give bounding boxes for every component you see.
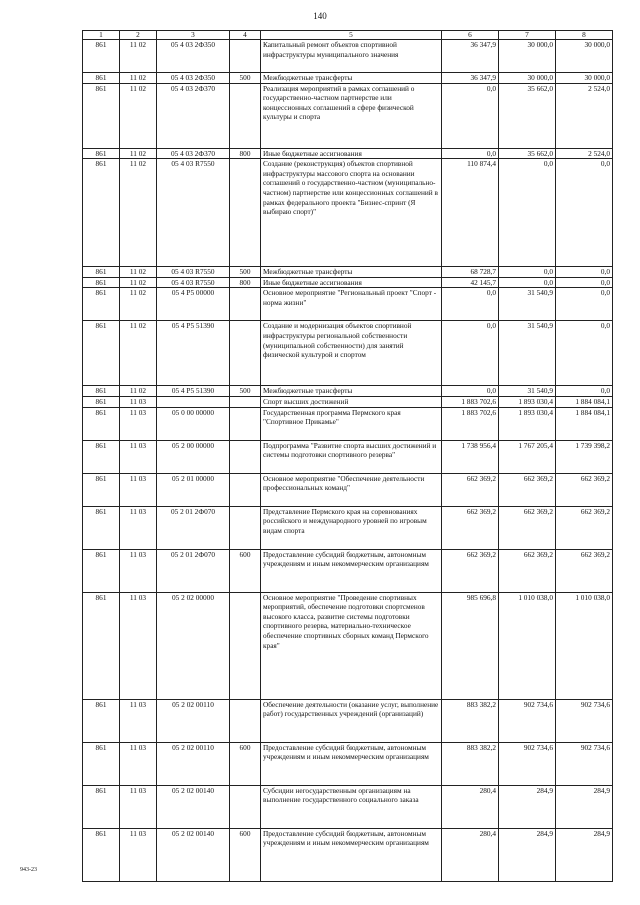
target-article-cell: 05 2 02 00000 <box>157 592 230 699</box>
item-name-cell: Обеспечение деятельности (оказание услуг, выполнение работ) государственных учреждений (организаций) <box>261 699 442 742</box>
item-name-cell: Основное мероприятие "Проведение спортивных мероприятий, обеспечение подготовки спортсменов высокого класса, развитие системы подготовки спортивного резерва, материально-техническое обеспечение спортивных сборных команд Пермского края" <box>261 592 442 699</box>
amount-year2-cell: 30 000,0 <box>499 40 556 73</box>
table-row <box>83 473 613 506</box>
target-article-cell: 05 2 00 00000 <box>157 440 230 473</box>
table-row <box>83 440 613 473</box>
admin-code-cell: 861 <box>83 407 120 440</box>
table-row <box>83 148 613 159</box>
table-row <box>83 321 613 386</box>
section-cell: 11 03 <box>120 396 157 407</box>
amount-year1-cell: 883 382,2 <box>442 699 499 742</box>
section-cell: 11 02 <box>120 321 157 386</box>
target-article-cell: 05 4 03 2Ф350 <box>157 40 230 73</box>
amount-year2-cell: 1 893 030,4 <box>499 396 556 407</box>
target-article-cell: 05 4 P5 51390 <box>157 386 230 397</box>
item-name-cell: Капитальный ремонт объектов спортивной инфраструктуры муниципального значения <box>261 40 442 73</box>
section-cell: 11 03 <box>120 828 157 881</box>
expense-type-cell <box>230 440 261 473</box>
expense-type-cell <box>230 407 261 440</box>
expense-type-cell: 500 <box>230 386 261 397</box>
admin-code-cell: 861 <box>83 506 120 549</box>
amount-year3-cell: 0,0 <box>556 267 613 278</box>
section-cell: 11 03 <box>120 549 157 592</box>
expense-type-cell <box>230 396 261 407</box>
table-row <box>83 277 613 288</box>
target-article-cell: 05 4 03 2Ф350 <box>157 73 230 84</box>
amount-year2-cell: 902 734,6 <box>499 742 556 785</box>
admin-code-cell: 861 <box>83 592 120 699</box>
amount-year2-cell: 31 540,9 <box>499 386 556 397</box>
section-cell: 11 02 <box>120 386 157 397</box>
amount-year3-cell: 902 734,6 <box>556 699 613 742</box>
table-row <box>83 785 613 828</box>
admin-code-cell: 861 <box>83 785 120 828</box>
section-cell: 11 03 <box>120 473 157 506</box>
document-code: 943-23 <box>20 867 37 873</box>
section-cell: 11 02 <box>120 267 157 278</box>
table-row <box>83 506 613 549</box>
amount-year2-cell: 35 662,0 <box>499 83 556 148</box>
page-number: 140 <box>313 11 327 21</box>
expense-type-cell <box>230 159 261 267</box>
amount-year3-cell: 662 369,2 <box>556 549 613 592</box>
item-name-cell: Основное мероприятие "Региональный проект "Спорт - норма жизни" <box>261 288 442 321</box>
item-name-cell: Межбюджетные трансферты <box>261 73 442 84</box>
admin-code-cell: 861 <box>83 386 120 397</box>
table-row <box>83 592 613 699</box>
table-row <box>83 386 613 397</box>
item-name-cell: Государственная программа Пермского края "Спортивное Прикамье" <box>261 407 442 440</box>
amount-year1-cell: 280,4 <box>442 785 499 828</box>
section-cell: 11 02 <box>120 40 157 73</box>
column-number: 6 <box>442 31 499 40</box>
amount-year1-cell: 662 369,2 <box>442 473 499 506</box>
table-row <box>83 83 613 148</box>
section-cell: 11 03 <box>120 440 157 473</box>
amount-year2-cell: 0,0 <box>499 267 556 278</box>
admin-code-cell: 861 <box>83 396 120 407</box>
admin-code-cell: 861 <box>83 40 120 73</box>
expense-type-cell: 800 <box>230 148 261 159</box>
section-cell: 11 03 <box>120 742 157 785</box>
amount-year3-cell: 902 734,6 <box>556 742 613 785</box>
amount-year2-cell: 31 540,9 <box>499 321 556 386</box>
amount-year2-cell: 902 734,6 <box>499 699 556 742</box>
target-article-cell: 05 0 00 00000 <box>157 407 230 440</box>
amount-year1-cell: 1 883 702,6 <box>442 407 499 440</box>
target-article-cell: 05 2 01 00000 <box>157 473 230 506</box>
target-article-cell: 05 4 03 R7550 <box>157 159 230 267</box>
target-article-cell: 05 2 02 00140 <box>157 828 230 881</box>
item-name-cell: Субсидии негосударственным организациям на выполнение государственного социального заказа <box>261 785 442 828</box>
section-cell: 11 02 <box>120 83 157 148</box>
table-row <box>83 288 613 321</box>
section-cell: 11 03 <box>120 407 157 440</box>
amount-year2-cell: 284,9 <box>499 785 556 828</box>
item-name-cell: Предоставление субсидий бюджетным, автономным учреждениям и иным некоммерческим организациям <box>261 742 442 785</box>
expense-type-cell: 600 <box>230 742 261 785</box>
expense-type-cell: 500 <box>230 267 261 278</box>
amount-year3-cell: 284,9 <box>556 785 613 828</box>
budget-table <box>82 30 613 882</box>
amount-year2-cell: 284,9 <box>499 828 556 881</box>
item-name-cell: Представление Пермского края на соревнованиях российского и международного уровней по игровым видам спорта <box>261 506 442 549</box>
amount-year3-cell: 2 524,0 <box>556 83 613 148</box>
amount-year3-cell: 0,0 <box>556 321 613 386</box>
admin-code-cell: 861 <box>83 148 120 159</box>
expense-type-cell <box>230 506 261 549</box>
item-name-cell: Предоставление субсидий бюджетным, автономным учреждениям и иным некоммерческим организациям <box>261 549 442 592</box>
admin-code-cell: 861 <box>83 73 120 84</box>
target-article-cell: 05 4 03 2Ф370 <box>157 83 230 148</box>
item-name-cell: Реализация мероприятий в рамках соглашений о государственно-частном партнерстве или концессионных соглашений в сфере физической культуры и спорта <box>261 83 442 148</box>
expense-type-cell <box>230 785 261 828</box>
amount-year2-cell: 1 010 038,0 <box>499 592 556 699</box>
target-article-cell: 05 4 03 R7550 <box>157 267 230 278</box>
amount-year1-cell: 662 369,2 <box>442 506 499 549</box>
column-number: 1 <box>83 31 120 40</box>
section-cell: 11 03 <box>120 506 157 549</box>
admin-code-cell: 861 <box>83 699 120 742</box>
target-article-cell: 05 2 02 00110 <box>157 742 230 785</box>
section-cell: 11 02 <box>120 288 157 321</box>
admin-code-cell: 861 <box>83 321 120 386</box>
amount-year1-cell: 0,0 <box>442 83 499 148</box>
admin-code-cell: 861 <box>83 828 120 881</box>
expense-type-cell <box>230 473 261 506</box>
amount-year1-cell: 42 145,7 <box>442 277 499 288</box>
expense-type-cell <box>230 288 261 321</box>
table-row <box>83 407 613 440</box>
admin-code-cell: 861 <box>83 83 120 148</box>
amount-year2-cell: 662 369,2 <box>499 473 556 506</box>
amount-year2-cell: 662 369,2 <box>499 549 556 592</box>
amount-year3-cell: 30 000,0 <box>556 40 613 73</box>
section-cell: 11 03 <box>120 592 157 699</box>
item-name-cell: Межбюджетные трансферты <box>261 386 442 397</box>
amount-year1-cell: 1 883 702,6 <box>442 396 499 407</box>
amount-year2-cell: 662 369,2 <box>499 506 556 549</box>
expense-type-cell <box>230 40 261 73</box>
admin-code-cell: 861 <box>83 742 120 785</box>
column-number-row <box>83 31 613 40</box>
amount-year3-cell: 30 000,0 <box>556 73 613 84</box>
amount-year1-cell: 68 728,7 <box>442 267 499 278</box>
table-row <box>83 828 613 881</box>
amount-year2-cell: 35 662,0 <box>499 148 556 159</box>
admin-code-cell: 861 <box>83 267 120 278</box>
table-row <box>83 73 613 84</box>
expense-type-cell: 600 <box>230 549 261 592</box>
amount-year3-cell: 662 369,2 <box>556 506 613 549</box>
target-article-cell: 05 4 03 R7550 <box>157 277 230 288</box>
amount-year3-cell: 0,0 <box>556 386 613 397</box>
item-name-cell: Иные бюджетные ассигнования <box>261 277 442 288</box>
section-cell: 11 03 <box>120 699 157 742</box>
expense-type-cell <box>230 699 261 742</box>
expense-type-cell <box>230 83 261 148</box>
amount-year2-cell: 1 893 030,4 <box>499 407 556 440</box>
table-row <box>83 40 613 73</box>
amount-year1-cell: 1 738 956,4 <box>442 440 499 473</box>
item-name-cell: Создание (реконструкция) объектов спортивной инфраструктуры массового спорта на основании соглашений о государственно-частном (муниципально-частном) партнерстве или концессионных соглашений в рамках федерального проекта "Бизнес-спринт (Я выбираю спорт)" <box>261 159 442 267</box>
expense-type-cell: 800 <box>230 277 261 288</box>
target-article-cell: 05 2 02 00140 <box>157 785 230 828</box>
section-cell: 11 02 <box>120 277 157 288</box>
amount-year1-cell: 883 382,2 <box>442 742 499 785</box>
amount-year1-cell: 662 369,2 <box>442 549 499 592</box>
column-number: 3 <box>157 31 230 40</box>
column-number: 5 <box>261 31 442 40</box>
table-row <box>83 549 613 592</box>
amount-year3-cell: 1 010 038,0 <box>556 592 613 699</box>
amount-year1-cell: 280,4 <box>442 828 499 881</box>
expense-type-cell <box>230 592 261 699</box>
item-name-cell: Предоставление субсидий бюджетным, автономным учреждениям и иным некоммерческим организациям <box>261 828 442 881</box>
amount-year3-cell: 662 369,2 <box>556 473 613 506</box>
target-article-cell <box>157 396 230 407</box>
target-article-cell: 05 4 P5 51390 <box>157 321 230 386</box>
admin-code-cell: 861 <box>83 440 120 473</box>
table-row <box>83 699 613 742</box>
admin-code-cell: 861 <box>83 288 120 321</box>
target-article-cell: 05 2 01 2Ф070 <box>157 506 230 549</box>
amount-year2-cell: 1 767 205,4 <box>499 440 556 473</box>
section-cell: 11 02 <box>120 148 157 159</box>
section-cell: 11 03 <box>120 785 157 828</box>
amount-year3-cell: 284,9 <box>556 828 613 881</box>
budget-table-container <box>82 30 612 882</box>
amount-year1-cell: 0,0 <box>442 148 499 159</box>
amount-year3-cell: 0,0 <box>556 159 613 267</box>
amount-year3-cell: 2 524,0 <box>556 148 613 159</box>
target-article-cell: 05 2 01 2Ф070 <box>157 549 230 592</box>
expense-type-cell: 600 <box>230 828 261 881</box>
target-article-cell: 05 4 P5 00000 <box>157 288 230 321</box>
item-name-cell: Межбюджетные трансферты <box>261 267 442 278</box>
amount-year1-cell: 36 347,9 <box>442 40 499 73</box>
item-name-cell: Основное мероприятие "Обеспечение деятельности профессиональных команд" <box>261 473 442 506</box>
amount-year3-cell: 0,0 <box>556 288 613 321</box>
amount-year3-cell: 1 884 084,1 <box>556 396 613 407</box>
amount-year3-cell: 1 739 398,2 <box>556 440 613 473</box>
expense-type-cell: 500 <box>230 73 261 84</box>
amount-year1-cell: 0,0 <box>442 321 499 386</box>
target-article-cell: 05 4 03 2Ф370 <box>157 148 230 159</box>
amount-year2-cell: 31 540,9 <box>499 288 556 321</box>
admin-code-cell: 861 <box>83 159 120 267</box>
item-name-cell: Создание и модернизация объектов спортивной инфраструктуры региональной собственности (муниципальной собственности) для занятий физической культурой и спортом <box>261 321 442 386</box>
table-row <box>83 159 613 267</box>
item-name-cell: Спорт высших достижений <box>261 396 442 407</box>
amount-year1-cell: 36 347,9 <box>442 73 499 84</box>
column-number: 7 <box>499 31 556 40</box>
item-name-cell: Подпрограмма "Развитие спорта высших достижений и системы подготовки спортивного резерва" <box>261 440 442 473</box>
column-number: 2 <box>120 31 157 40</box>
column-number: 4 <box>230 31 261 40</box>
amount-year1-cell: 985 696,8 <box>442 592 499 699</box>
amount-year3-cell: 1 884 084,1 <box>556 407 613 440</box>
section-cell: 11 02 <box>120 159 157 267</box>
column-number: 8 <box>556 31 613 40</box>
table-row <box>83 396 613 407</box>
expense-type-cell <box>230 321 261 386</box>
amount-year1-cell: 0,0 <box>442 386 499 397</box>
amount-year2-cell: 30 000,0 <box>499 73 556 84</box>
admin-code-cell: 861 <box>83 549 120 592</box>
amount-year1-cell: 0,0 <box>442 288 499 321</box>
amount-year3-cell: 0,0 <box>556 277 613 288</box>
item-name-cell: Иные бюджетные ассигнования <box>261 148 442 159</box>
table-row <box>83 267 613 278</box>
section-cell: 11 02 <box>120 73 157 84</box>
target-article-cell: 05 2 02 00110 <box>157 699 230 742</box>
admin-code-cell: 861 <box>83 473 120 506</box>
table-row <box>83 742 613 785</box>
amount-year2-cell: 0,0 <box>499 277 556 288</box>
amount-year2-cell: 0,0 <box>499 159 556 267</box>
admin-code-cell: 861 <box>83 277 120 288</box>
amount-year1-cell: 110 874,4 <box>442 159 499 267</box>
